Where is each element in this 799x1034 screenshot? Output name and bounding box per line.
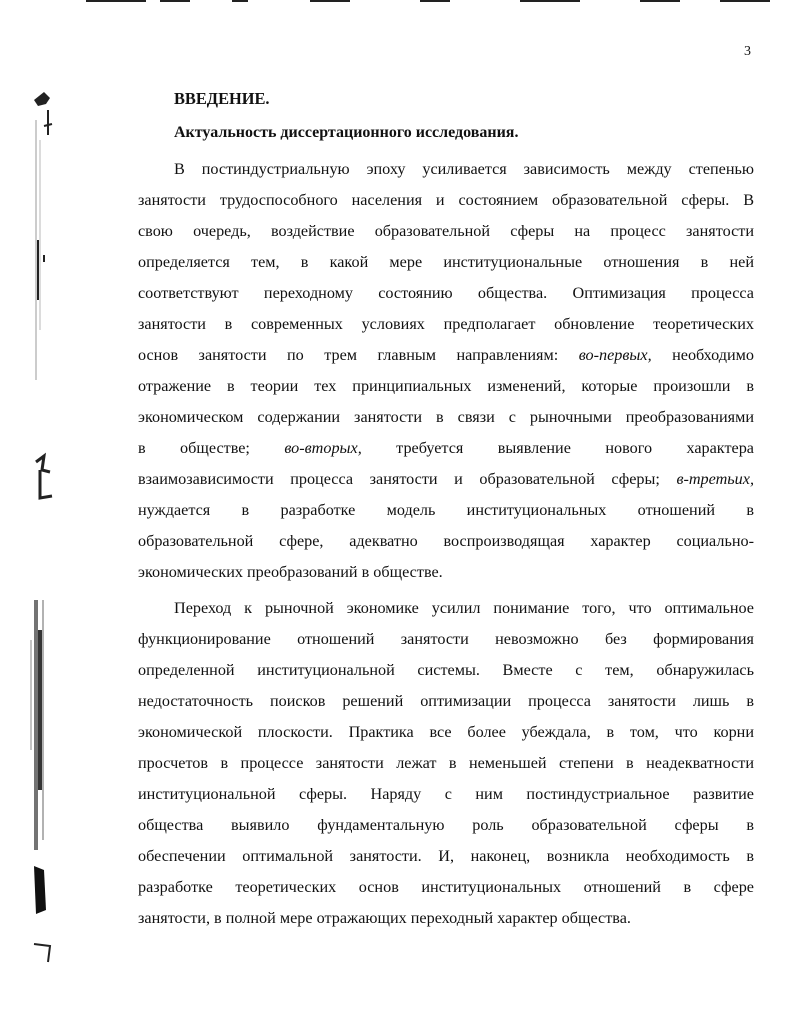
paragraph-relevance-2 <box>138 593 754 934</box>
text-line <box>138 247 754 278</box>
text-line <box>138 526 754 557</box>
text-run: требуется выявление нового характера <box>361 439 754 457</box>
text-line <box>138 402 754 433</box>
text-run: в обществе; <box>138 439 285 457</box>
text-run: определенной институциональной системы. Вместе с тем, обнаружилась <box>138 661 754 679</box>
text-run: занятости в современных условиях предполагает обновление теоретических <box>138 315 754 333</box>
emphasis-text: во-первых, <box>578 346 652 364</box>
text-line <box>138 464 754 495</box>
text-line <box>138 495 754 526</box>
text-run: экономическом содержании занятости в связи с рыночными преобразованиями <box>138 408 754 426</box>
text-line <box>138 841 754 872</box>
text-line <box>138 433 754 464</box>
text-run: общества выявило фундаментальную роль образовательной сферы в <box>138 816 754 834</box>
text-line <box>138 216 754 247</box>
text-line <box>138 371 754 402</box>
text-run: занятости трудоспособного населения и состоянием образовательной сферы. В <box>138 191 754 209</box>
page-number: 3 <box>744 44 751 59</box>
text-run: соответствуют переходному состоянию общества. Оптимизация процесса <box>138 284 754 302</box>
emphasis-text: во-вторых, <box>284 439 362 457</box>
text-run: Переход к рыночной экономике усилил понимание того, что оптимальное <box>174 599 754 617</box>
text-run: обеспечении оптимальной занятости. И, наконец, возникла необходимость в <box>138 847 754 865</box>
text-line <box>138 624 754 655</box>
text-run: недостаточность поисков решений оптимизации процесса занятости лишь в <box>138 692 754 710</box>
text-run: институциональной сферы. Наряду с ним постиндустриальное развитие <box>138 785 754 803</box>
text-line <box>138 340 754 371</box>
text-run: необходимо <box>651 346 754 364</box>
text-line <box>138 810 754 841</box>
text-run: определяется тем, в какой мере институциональные отношения в ней <box>138 253 754 271</box>
text-run: занятости, в полной мере отражающих переходный характер общества. <box>138 909 631 927</box>
text-line <box>138 185 754 216</box>
text-line <box>138 748 754 779</box>
paragraph-relevance-1 <box>138 154 754 588</box>
text-run: свою очередь, воздействие образовательной сферы на процесс занятости <box>138 222 754 240</box>
text-run: экономических преобразований в обществе. <box>138 563 443 581</box>
text-run: основ занятости по трем главным направлениям: <box>138 346 579 364</box>
text-line <box>138 655 754 686</box>
text-run: экономической плоскости. Практика все более убеждала, в том, что корни <box>138 723 754 741</box>
text-run: В постиндустриальную эпоху усиливается зависимость между степенью <box>174 160 754 178</box>
text-line <box>138 309 754 340</box>
text-run: отражение в теории тех принципиальных изменений, которые произошли в <box>138 377 754 395</box>
text-line <box>138 717 754 748</box>
text-line <box>138 278 754 309</box>
emphasis-text: в-третьих, <box>676 470 754 488</box>
text-run: функционирование отношений занятости невозможно без формирования <box>138 630 754 648</box>
text-line <box>138 872 754 903</box>
scan-top-edge-marks <box>0 0 799 4</box>
text-line <box>138 686 754 717</box>
scan-binding-artifacts <box>0 0 70 1034</box>
text-run: просчетов в процессе занятости лежат в неменьшей степени в неадекватности <box>138 754 754 772</box>
section-heading: ВВЕДЕНИЕ. <box>174 89 270 108</box>
text-line <box>138 903 754 934</box>
section-subheading: Актуальность диссертационного исследования. <box>174 124 519 141</box>
text-line <box>138 154 754 185</box>
text-run: образовательной сфере, адекватно воспроизводящая характер социально- <box>138 532 754 550</box>
document-body <box>138 86 754 934</box>
text-run: разработке теоретических основ институциональных отношений в сфере <box>138 878 754 896</box>
text-line <box>138 779 754 810</box>
text-line <box>138 557 754 588</box>
text-run: нуждается в разработке модель институциональных отношений в <box>138 501 754 519</box>
text-run: взаимозависимости процесса занятости и образовательной сферы; <box>138 470 677 488</box>
text-line <box>138 593 754 624</box>
